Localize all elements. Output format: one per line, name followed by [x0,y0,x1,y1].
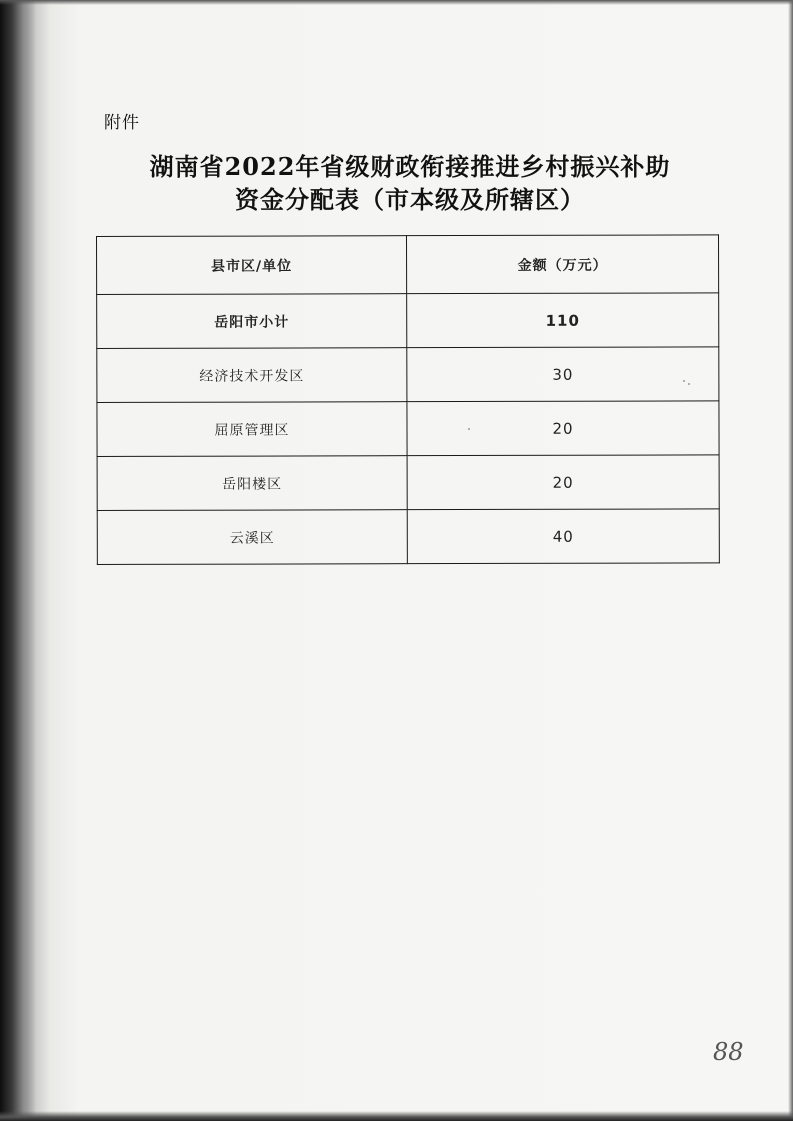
amount-cell: 20 [407,455,719,510]
title-line-1: 湖南省2022年省级财政衔接推进乡村振兴补助 [149,152,671,181]
unit-cell: 岳阳市小计 [97,294,407,349]
table-header-row [97,235,719,295]
amount-cell: 40 [407,509,719,564]
header-unit: 县市区/单位 [97,236,407,295]
scan-speck [683,380,685,382]
attachment-label: 附件 [104,113,140,133]
table-row-subtotal [97,293,719,349]
allocation-table [96,234,720,565]
bottom-edge-shadow [0,1111,793,1121]
title-line-2: 资金分配表（市本级及所辖区） [235,185,585,214]
amount-cell: 20 [407,401,719,456]
unit-cell: 经济技术开发区 [97,348,407,403]
book-spine-shadow [0,0,36,1121]
top-edge-shadow [0,0,793,5]
table-row [97,347,719,403]
table-row [97,509,719,565]
handwritten-page-number: 88 [713,1038,744,1066]
right-edge-shadow [788,0,793,1121]
table-row [97,401,719,457]
header-amount: 金额（万元） [407,235,719,294]
unit-cell: 云溪区 [97,510,407,565]
document-title [100,150,720,216]
table-row [97,455,719,511]
scan-speck [688,383,690,385]
unit-cell: 屈原管理区 [97,402,407,457]
unit-cell: 岳阳楼区 [97,456,407,511]
amount-cell: 110 [407,293,719,348]
amount-cell: 30 [407,347,719,402]
scan-speck [468,428,470,430]
